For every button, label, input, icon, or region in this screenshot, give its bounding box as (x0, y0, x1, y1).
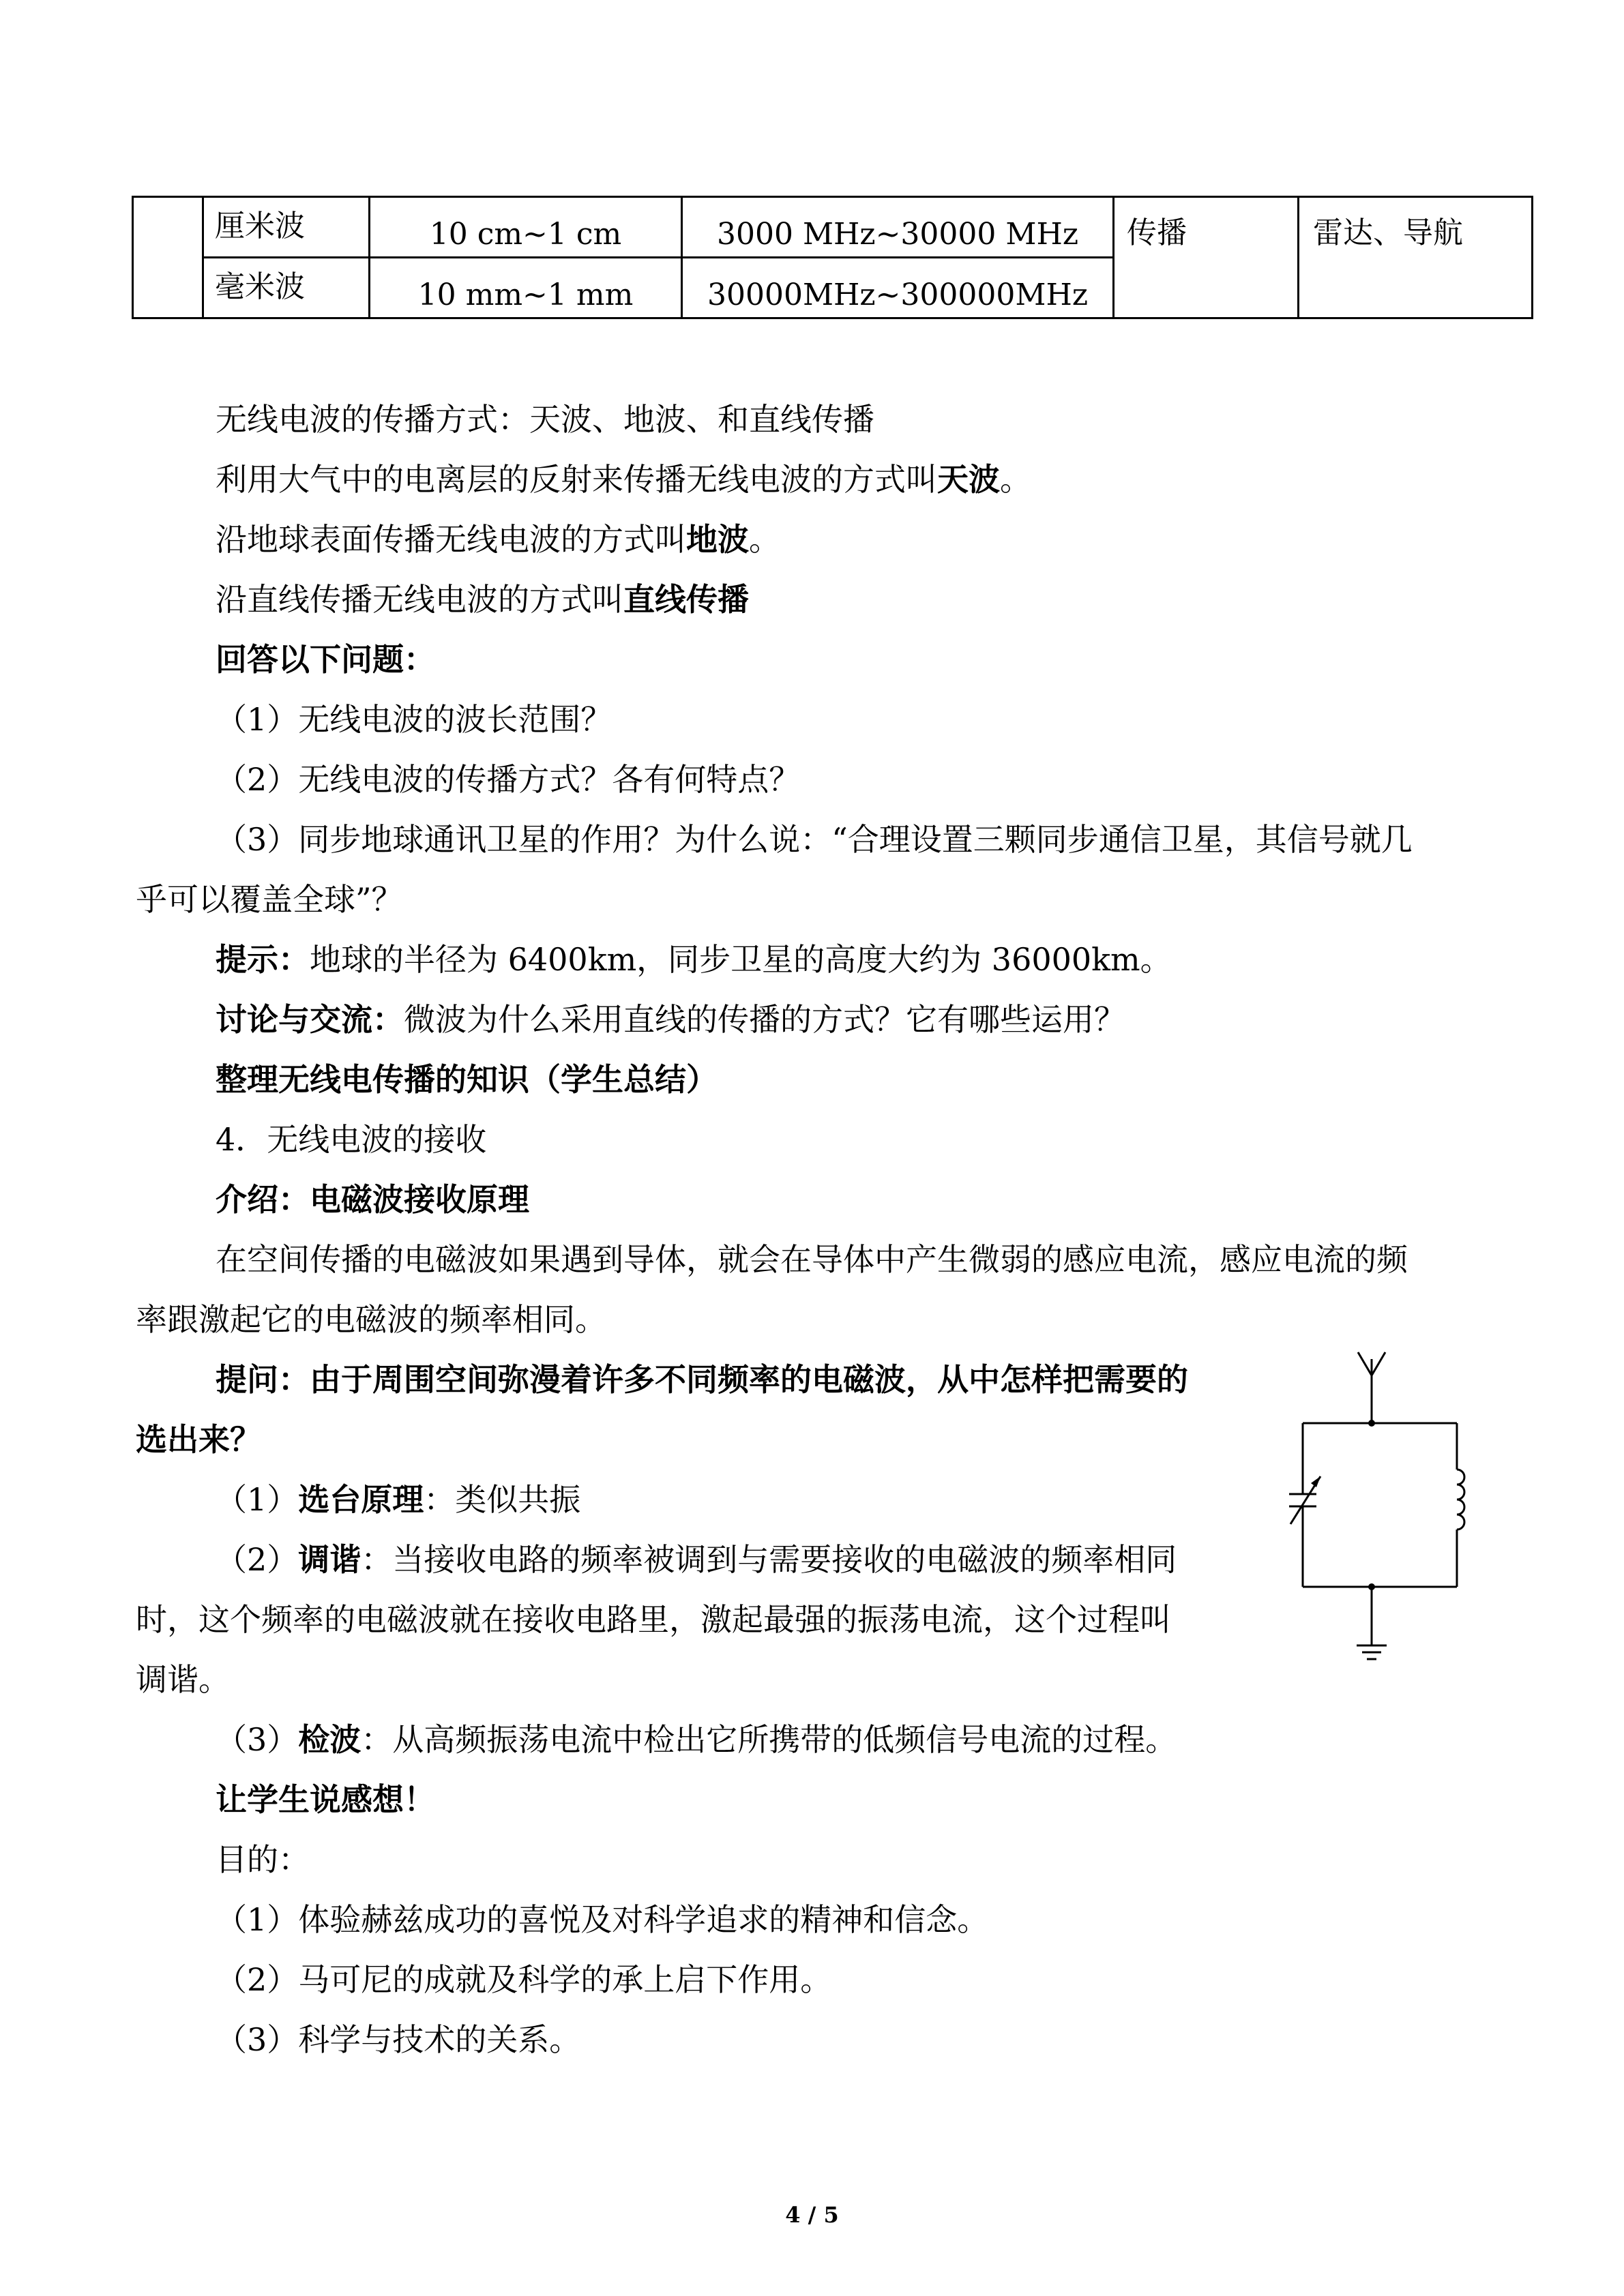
paragraph-line: 在空间传播的电磁波如果遇到导体，就会在导体中产生微弱的感应电流，感应电流的频 (216, 1241, 1408, 1278)
table-cell-wavelength: 10 cm~1 cm (370, 197, 682, 258)
page-number: 4 / 5 (785, 2202, 839, 2228)
question-2: （2）无线电波的传播方式？各有何特点？ (216, 761, 801, 798)
goal-2: （2）马可尼的成就及科学的承上启下作用。 (216, 1961, 832, 1998)
question-line: 选出来？ (136, 1421, 261, 1458)
question-3: （3）同步地球通讯卫星的作用？为什么说：“合理设置三颗同步通信卫星，其信号就几 (216, 821, 1413, 858)
inductor-coil (1457, 1470, 1464, 1530)
table-cell-propagation: 传播 (1114, 197, 1299, 318)
table-cell-wavelength: 10 mm~1 mm (370, 258, 682, 318)
point-3: （3）检波：从高频振荡电流中检出它所携带的低频信号电流的过程。 (216, 1721, 1177, 1758)
goal-3: （3）科学与技术的关系。 (216, 2021, 581, 2058)
text-line: 利用大气中的电离层的反射来传播无线电波的方式叫天波。 (216, 461, 1031, 498)
table-cell-name: 毫米波 (203, 258, 370, 318)
feel-heading: 让学生说感想！ (216, 1781, 435, 1818)
junction-dot (1368, 1420, 1375, 1427)
text-line: 沿直线传播无线电波的方式叫直线传播 (216, 581, 749, 618)
point-2: （2）调谐：当接收电路的频率被调到与需要接收的电磁波的频率相同 (216, 1541, 1177, 1578)
text-line: 沿地球表面传播无线电波的方式叫地波。 (216, 521, 780, 558)
question-line: 提问：由于周围空间弥漫着许多不同频率的电磁波，从中怎样把需要的 (216, 1361, 1188, 1398)
table-cell-frequency: 30000MHz~300000MHz (682, 258, 1114, 318)
table-cell-name: 厘米波 (203, 197, 370, 258)
point-2-cont: 时，这个频率的电磁波就在接收电路里，激起最强的振荡电流，这个过程叫 (136, 1601, 1171, 1638)
summary-heading: 整理无线电传播的知识（学生总结） (216, 1061, 718, 1098)
paragraph-line: 率跟激起它的电磁波的频率相同。 (136, 1301, 606, 1338)
question-3-cont: 乎可以覆盖全球”？ (136, 881, 403, 918)
goal-heading: 目的： (216, 1841, 310, 1878)
junction-dot (1368, 1583, 1375, 1590)
intro-heading: 介绍：电磁波接收原理 (216, 1181, 529, 1218)
wave-band-table (132, 196, 1533, 319)
lc-circuit-diagram (1269, 1347, 1473, 1695)
goal-1: （1）体验赫兹成功的喜悦及对科学追求的精神和信念。 (216, 1901, 989, 1938)
question-1: （1）无线电波的波长范围？ (216, 701, 612, 738)
point-2-cont: 调谐。 (136, 1661, 230, 1698)
heading-answer: 回答以下问题： (216, 641, 435, 678)
table-cell-blank (133, 197, 203, 318)
point-1: （1）选台原理：类似共振 (216, 1481, 581, 1518)
table-cell-frequency: 3000 MHz~30000 MHz (682, 197, 1114, 258)
discussion-line: 讨论与交流：微波为什么采用直线的传播的方式？它有哪些运用？ (216, 1001, 1125, 1038)
table-cell-uses: 雷达、导航 (1299, 197, 1533, 318)
table-row (133, 197, 1533, 258)
hint-line: 提示：地球的半径为 6400km，同步卫星的高度大约为 36000km。 (216, 941, 1172, 978)
text-line: 无线电波的传播方式：天波、地波、和直线传播 (216, 401, 874, 438)
section-heading: 4．无线电波的接收 (216, 1121, 487, 1158)
